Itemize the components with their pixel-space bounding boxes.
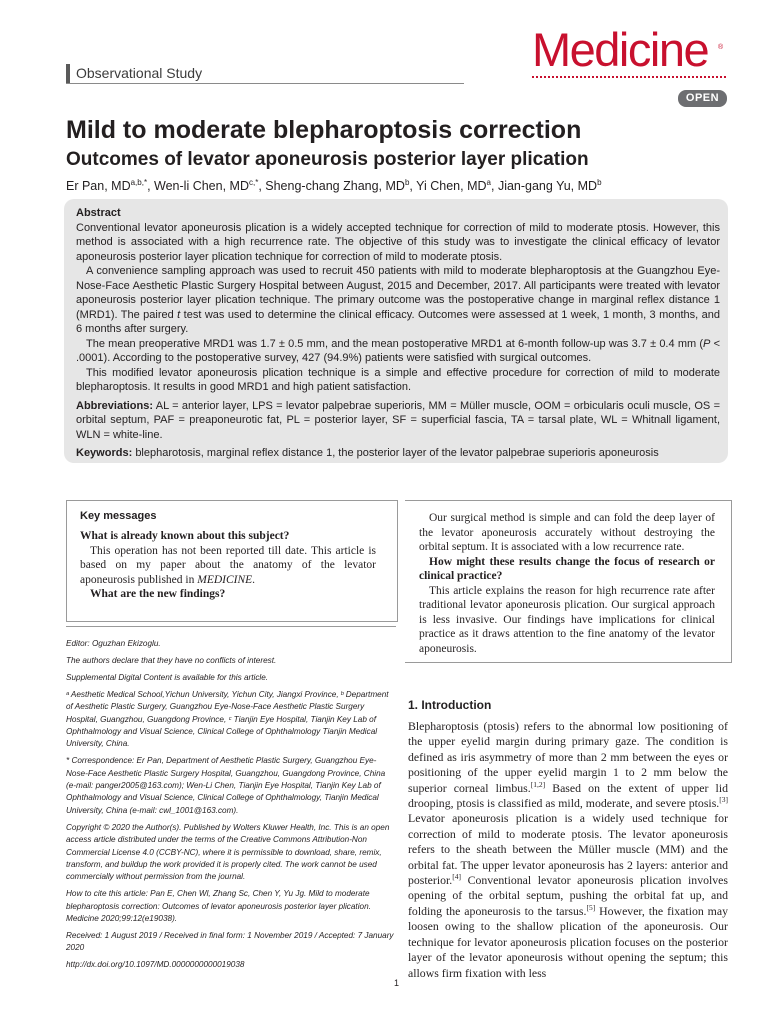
citation-ref[interactable]: [4] — [452, 872, 461, 882]
article-subtitle: Outcomes of levator aponeurosis posterior layer plication — [66, 149, 589, 170]
logo-underline — [532, 76, 726, 78]
key-messages-left — [80, 529, 376, 602]
author-affiliation: a — [486, 178, 491, 187]
key-question: What is already known about this subject? — [80, 530, 290, 542]
author-name: Sheng-chang Zhang, MD — [265, 179, 405, 194]
registered-mark: ® — [718, 44, 724, 51]
author-list: Er Pan, $MD^{a,b,*}$, Wen-li Chen, $MD^{c,*}$, Sheng-chang Zhang, $MD^b$, Yi Chen, $MD^a$, Jian-gang Yu, $MD^b$ — [66, 178, 602, 194]
key-answer: Our surgical method is simple and can fold the deep layer of the levator aponeurosis accurately without destroying the orbital septum. It is associated with a low recurrence rate. — [419, 512, 715, 553]
citation-ref[interactable]: [1,2] — [530, 779, 546, 789]
conflict-statement: The authors declare that they have no conflicts of interest. — [66, 655, 277, 665]
article-title: Mild to moderate blepharoptosis correction — [66, 116, 582, 144]
author-affiliation: b — [597, 178, 602, 187]
open-access-badge: OPEN — [678, 90, 727, 107]
citation-ref[interactable]: [5] — [586, 902, 596, 912]
key-answer: This article explains the reason for high recurrence rate after traditional levator aponeurosis plication. Our surgical approach is less invasive. Our findings have implications for clinical practice as it draws attention to the fine anatomy of the levator aponeurosis. — [419, 584, 715, 655]
key-messages-title: Key messages — [80, 510, 157, 522]
author-name: Jian-gang Yu, MD — [497, 179, 598, 194]
article-category: Observational Study — [76, 65, 203, 81]
author-affiliation: a,b,* — [130, 178, 148, 187]
section-heading: 1. Introduction — [408, 698, 492, 712]
abstract-heading: Abstract — [76, 207, 121, 219]
abstract-paragraph: The mean preoperative MRD1 was 1.7 ± 0.5 mm, and the mean postoperative MRD1 at 6-month follow-up was 3.7 ± 0.4 mm (P < .0001). According to the postoperative survey, 427 (94.9%) patients were satisfied with surgical outcomes. — [76, 337, 720, 364]
journal-logo: Medicine — [532, 23, 709, 76]
key-messages-right — [419, 511, 715, 656]
abstract-paragraph: Conventional levator aponeurosis plication is a widely accepted technique for correction of mild to moderate ptosis. However, this method is associated with a high recurrence rate. The objective of this study was to investigate the clinical efficacy of levator aponeurosis posterior layer plication technique for correction of mild to moderate ptosis. — [76, 221, 720, 263]
supplemental-note: Supplemental Digital Content is available for this article. — [66, 672, 269, 682]
author-name: Yi Chen, MD — [416, 179, 487, 194]
front-matter — [66, 638, 396, 976]
author-affiliation: c,* — [248, 178, 259, 187]
correspondence: * Correspondence: Er Pan, Department of Aesthetic Plastic Surgery, Guangzhou Eye-Nose-Face Aesthetic Plastic Surgery Hospital, Guangzhou, Guangdong Province, China (e-mail: panger2005@163.com); Wen-Li Chen, Tianjin Eye Hospital, Tianjin Key Lab of Ophthalmology and Visual Science, Clinical College of Ophthalmology, Tianjin Medical University, China (e-mail: cwl_1001@163.com). — [66, 756, 386, 815]
editor-note: Editor: Oguzhan Ekizoglu. — [66, 639, 161, 648]
introduction-text — [408, 719, 728, 981]
page-number: 1 — [394, 978, 400, 988]
abstract — [76, 206, 720, 461]
author-name: Wen-li Chen, MD — [154, 179, 249, 194]
citation-ref[interactable]: [3] — [719, 795, 728, 805]
abstract-paragraph: This modified levator aponeurosis plication technique is a simple and effective procedure for correction of mild to moderate blepharoptosis. It results in good MRD1 and high patient satisfaction. — [76, 366, 720, 393]
doi-link[interactable]: http://dx.doi.org/10.1097/MD.0000000000019038 — [66, 960, 245, 970]
header-rule — [66, 83, 464, 84]
body-paragraph: Blepharoptosis (ptosis) refers to the abnormal low positioning of the upper eyelid margin during primary gaze. The condition is defined as iris asymmetry of more than 2 mm between the eyes or positioning of the upper eyelid margin 1 to 2 mm below the superior corneal limbus.[1,2] Based on the extent of upper lid drooping, ptosis is classified as mild, moderate, and severe ptosis.[3] Levator aponeurosis plication is a widely used technique for correction of mild to moderate ptosis. The levator aponeurosis refers to the sheath between the Müller muscle (MM) and the orbital fat. The upper levator aponeurosis has 2 layers: anterior and posterior.[4] Conventional levator aponeurosis plication involves opening of the orbital septum, pushing the orbital fat up, and folding the aponeurosis to the tarsus.[5] However, the fixation may loosen owing to the shallow plication of the aponeurosis. Our technique for levator aponeurosis plication focuses on the posterior layer of the levator aponeurosis without opening the septum; this allows firm fixation with less — [408, 719, 728, 980]
abbreviations: Abbreviations: AL = anterior layer, LPS = levator palpebrae superioris, MM = Müller muscle, OOM = orbicularis oculi muscle, OS = orbital septum, PAF = preaponeurotic fat, PL = posterior layer, SF = superficial fascia, TA = tarsal plate, WL = Whitnall ligament, WLN = white-line. — [76, 399, 720, 441]
key-question: What are the new findings? — [90, 588, 226, 600]
dates: Received: 1 August 2019 / Received in final form: 1 November 2019 / Accepted: 7 January 2020 — [66, 931, 394, 953]
abstract-paragraph: A convenience sampling approach was used to recruit 450 patients with mild to moderate blepharoptosis at the Guangzhou Eye-Nose-Face Aesthetic Plastic Surgery Hospital between August, 2015 and December, 2017. All participants were treated with levator aponeurosis posterior layer plication technique. The primary outcome was the postoperative change in marginal reflex distance 1 (MRD1). The paired t test was used to determine the clinical efficacy. Outcomes were assessed at 1 week, 1 month, 3 months, and 6 months after surgery. — [76, 265, 720, 335]
citation: How to cite this article: Pan E, Chen Wl, Zhang Sc, Chen Y, Yu Jg. Mild to moderate blepharoptosis correction: Outcomes of levator aponeurosis posterior layer plication. Medicine 2020;99:12(e19038). — [66, 889, 371, 924]
category-bar — [66, 64, 70, 83]
footnote-rule — [66, 626, 396, 627]
keywords: Keywords: blepharotosis, marginal reflex distance 1, the posterior layer of the levator palpebrae superioris aponeurosis — [76, 447, 659, 459]
key-question: How might these results change the focus of research or clinical practice? — [419, 555, 715, 582]
key-answer: This operation has not been reported till date. This article is based on my paper about the anatomy of the levator aponeurosis published in MEDICINE. — [80, 544, 376, 586]
author-name: Er Pan, MD — [66, 179, 131, 194]
author-affiliation: b — [404, 178, 410, 187]
copyright: Copyright © 2020 the Author(s). Published by Wolters Kluwer Health, Inc. This is an open access article distributed under the terms of the Creative Commons Attribution-Non Commercial License 4.0 (CCBY-NC), where it is permissible to download, share, remix, transform, and buildup the work provided it is properly cited. The work cannot be used commercially without permission from the journal. — [66, 822, 390, 882]
affiliations: ᵃ Aesthetic Medical School,Yichun University, Yichun City, Jiangxi Province, ᵇ Department of Aesthetic Plastic Surgery, Guangzhou Eye-Nose-Face Aesthetic Plastic Surgery Hospital, Guangzhou, Guangdong Province, ᶜ Tianjin Eye Hospital, Tianjin Key Lab of Ophthalmology and Visual Science, Clinical College of Ophthalmology Tianjin Medical University, China. — [66, 689, 389, 749]
